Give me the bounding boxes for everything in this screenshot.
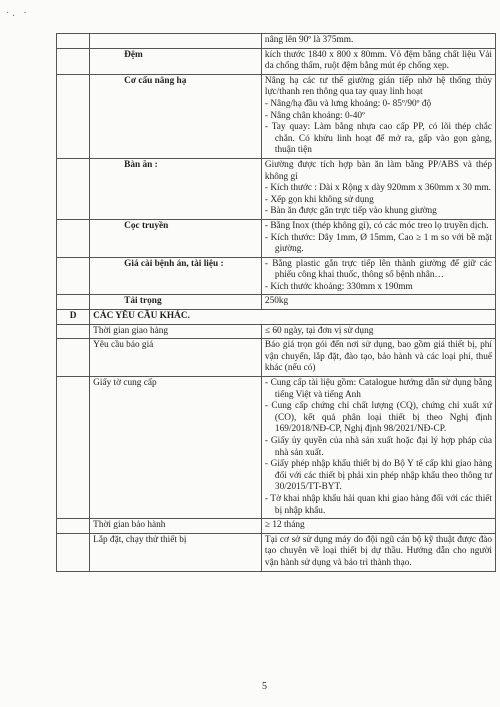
spec-cell	[261, 339, 495, 377]
spec-line: ≥ 12 tháng	[264, 520, 305, 531]
row-label: Giá cài bệnh án, tài liệu :	[90, 257, 262, 295]
row-label: Cơ cấu nâng hạ	[90, 74, 262, 158]
row-label: Yêu cầu báo giá	[90, 339, 262, 377]
table-row	[57, 74, 496, 158]
table-row	[57, 34, 496, 49]
section-title: CÁC YÊU CẦU KHÁC.	[90, 310, 496, 325]
spec-cell	[261, 257, 495, 295]
table-row	[57, 219, 496, 257]
page-number: 5	[262, 681, 267, 692]
spec-line: - Cung cấp tài liệu gồm: Catalogue hướng dẫn sử dụng bằng tiếng Việt và tiếng Anh	[264, 378, 492, 400]
spec-cell: nâng lên 90º là 375mm.	[261, 34, 495, 49]
spec-cell	[261, 48, 495, 74]
spec-line: - Tờ khai nhập khẩu hải quan khi giao hàng đối với các thiết bị nhập khẩu.	[264, 493, 492, 516]
spec-line: Nâng hạ các tư thế giường gián tiếp nhờ hệ thống thủy lực/thanh ren thông qua tay quay linh hoạt	[264, 75, 492, 98]
spec-line: - Giấy phép nhập khẩu thiết bị do Bộ Y tế cấp khi giao hàng đối với các thiết bị phải xin phép nhập khẩu theo thông tư 30/2015/TT-BYT.	[264, 459, 492, 493]
spec-line: ≤ 60 ngày, tại đơn vị sử dụng	[264, 325, 374, 336]
row-label: Lắp đặt, chạy thử thiết bị	[90, 533, 262, 571]
spec-line: Báo giá trọn gói đến nơi sử dụng, bao gồm giá thiết bị, phí vận chuyển, lắp đặt, đào tạo, bảo hành và các loại phí, thuế khác (nếu có)	[264, 340, 492, 374]
spec-line: - Xếp gọn khi không sử dụng	[264, 194, 374, 205]
spec-cell	[261, 219, 495, 257]
row-label: Bàn ăn :	[90, 158, 262, 219]
table-row	[57, 257, 496, 295]
spec-line: - Bằng Inox (thép không gỉ), có các móc treo lọ truyền dịch.	[264, 220, 489, 231]
spec-line: kích thước 1840 x 800 x 80mm. Vỏ đệm bằng chất liệu Vải da chống thấm, ruột đệm bằng mút ép chống xẹp.	[264, 49, 492, 72]
spec-line: Tại cơ sở sử dụng máy do đội ngũ cán bộ kỹ thuật được đào tạo chuyên về loại thiết bị dự thầu. Hướng dẫn cho người vận hành sử dụng và bảo trì thành thạo.	[264, 534, 492, 568]
spec-cell	[261, 324, 495, 339]
table-row	[57, 324, 496, 339]
row-label: Đệm	[90, 48, 262, 74]
spec-cell	[261, 519, 495, 534]
spec-cell	[261, 377, 495, 519]
spec-line: - Kích thước khoảng: 330mm x 190mm	[264, 281, 413, 292]
spec-cell	[261, 533, 495, 571]
row-label: Cọc truyền	[90, 219, 262, 257]
spec-cell	[261, 158, 495, 219]
spec-line: - Kích thước: Dây 1mm, Ø 15mm, Cao ≥ 1 m so với bề mặt giường.	[264, 232, 492, 255]
row-label: Thời gian bảo hành	[90, 519, 262, 534]
spec-line: - Kích thước : Dài x Rộng x dày 920mm x 360mm x 30 mm.	[264, 183, 492, 194]
spec-line: - Giấy ủy quyền của nhà sản xuất hoặc đại lý hợp pháp của nhà sản xuất.	[264, 436, 492, 458]
row-label: Tải trọng	[90, 295, 262, 310]
spec-line: - Cung cấp chứng chỉ chất lượng (CQ), chứng chỉ xuất xứ (CO), kết quả phân loại thiết bị theo Nghị định 169/2018/NĐ-CP, Nghị định 98/2021/NĐ-CP.	[264, 401, 492, 435]
section-index: D	[57, 310, 90, 325]
spec-line: 250kg	[264, 296, 289, 307]
spec-line: - Nâng chân khoảng: 0-40º	[264, 110, 365, 121]
spec-table	[56, 33, 496, 572]
table-row	[57, 48, 496, 74]
table-row	[57, 295, 496, 310]
table-row	[57, 158, 496, 219]
table-row	[57, 519, 496, 534]
table-row	[57, 339, 496, 377]
table-row	[57, 377, 496, 519]
spec-line: - Nâng/hạ đầu và lưng khoảng: 0- 85º/90º độ	[264, 98, 432, 109]
spec-line: - Tay quay: Làm bằng nhựa cao cấp PP, có lõi thép chắc chắn. Có khửu linh hoạt để mở ra, gấp vào gọn gàng, thuận tiện	[264, 122, 492, 156]
spec-line: Giường được tích hợp bàn ăn làm bằng PP/ABS và thép không gỉ	[264, 159, 492, 182]
scan-speckles: ·. ·	[6, 8, 30, 19]
table-row	[57, 533, 496, 571]
row-label: Giấy tờ cung cấp	[90, 377, 262, 519]
spec-line: - Bằng plastic gắn trực tiếp lên thành giường để giữ các phiếu công khai thuốc, thông số bệnh nhân…	[264, 258, 492, 281]
spec-cell	[261, 74, 495, 158]
row-label: Thời gian giao hàng	[90, 324, 262, 339]
spec-cell	[261, 295, 495, 310]
section-row	[57, 310, 496, 325]
spec-line: - Bàn ăn được gắn trực tiếp vào khung giường	[264, 206, 437, 217]
